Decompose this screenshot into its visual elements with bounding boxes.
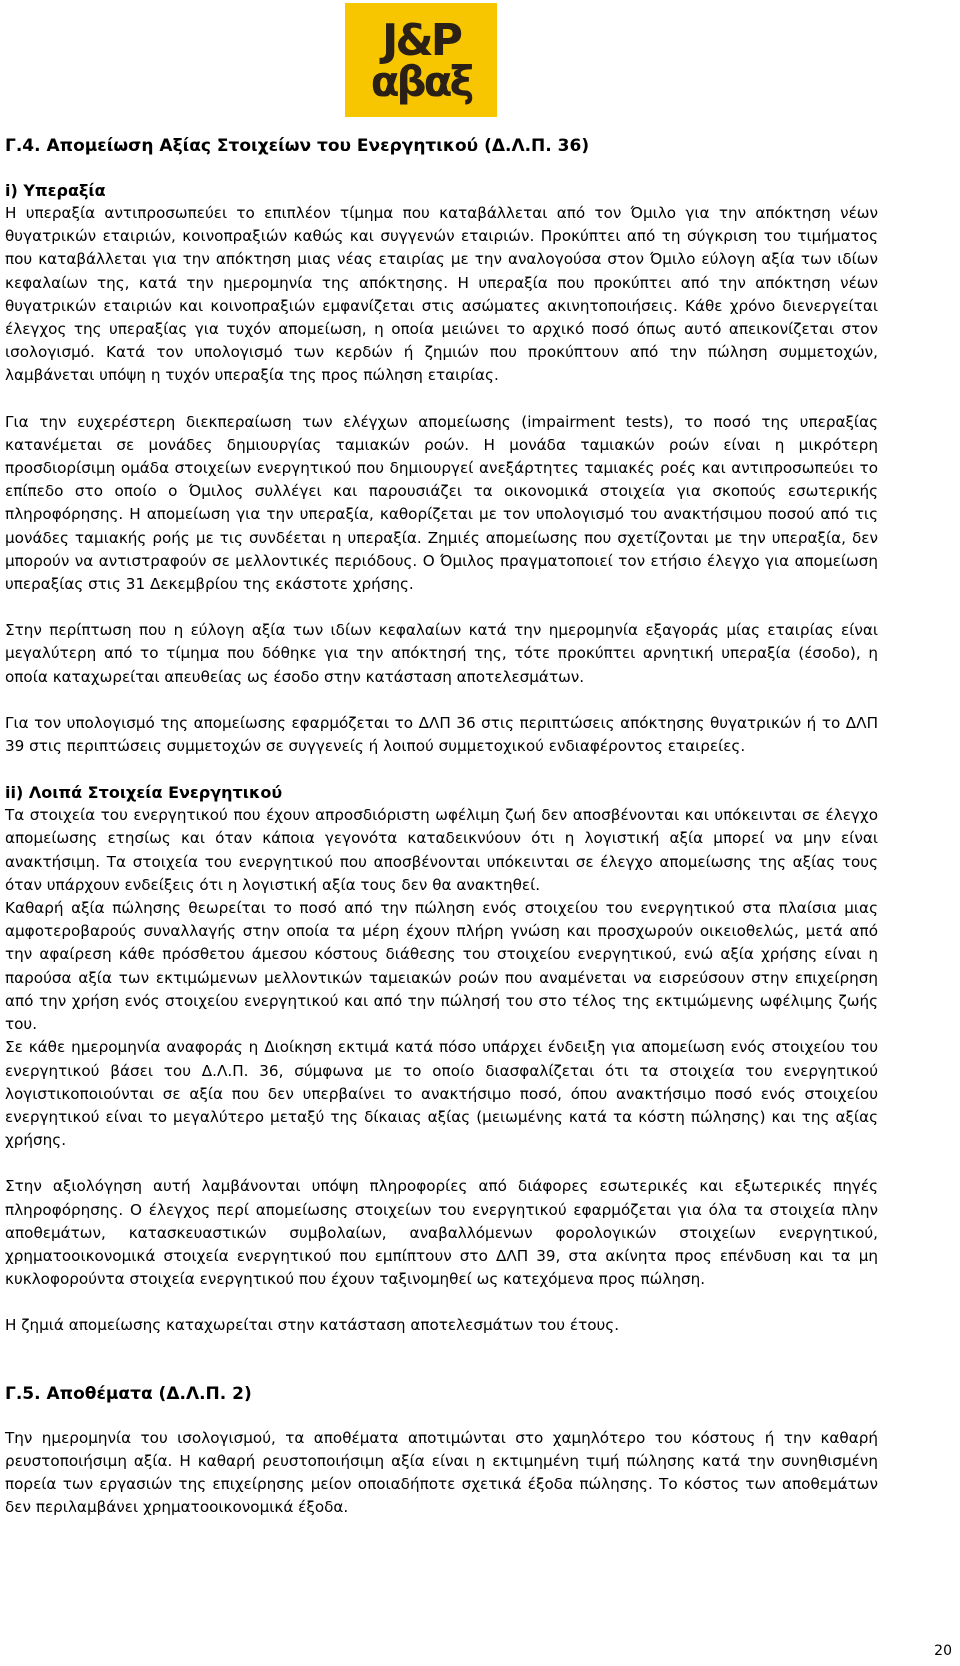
goodwill-paragraph-1: Η υπεραξία αντιπροσωπεύει το επιπλέον τίμημα που καταβάλλεται από τον Όμιλο για την απόκτηση νέων θυγατρικών εταιριών, κοινοπραξιών καθώς και συγγενών εταιριών. Προκύπτει από τη σύγκριση του τιμήματος που καταβάλλεται για την απόκτηση μιας νέας εταιρίας με την αναλογούσα στον Όμιλο εύλογη αξία των ιδίων κεφαλαίων της, κατά την ημερομηνία της απόκτησης. Η υπεραξία που προκύπτει από την απόκτηση νέων θυγατρικών εταιριών και κοινοπραξιών εμφανίζεται στις ασώματες ακινητοποιήσεις. Κάθε χρόνο διενεργείται έλεγχος της υπεραξίας για τυχόν απομείωση, η οποία μειώνει το αρχικό ποσό όπως αυτό απεικονίζεται στον ισολογισμό. Κατά τον υπολογισμό των κερδών ή ζημιών που προκύπτουν από την πώληση συμμετοχών, λαμβάνεται υπόψη η τυχόν υπεραξία της προς πώληση εταιρίας.	[5, 204, 878, 385]
logo-line-1: J&P	[382, 15, 460, 66]
inventory-paragraph-1: Την ημερομηνία του ισολογισμού, τα αποθέματα αποτιμώνται στο χαμηλότερο του κόστους ή την καθαρή ρευστοποιήσιμη αξία. Η καθαρή ρευστοποιήσιμη αξία είναι η εκτιμημένη τιμή πώλησης κατά την συνηθισμένη πορεία των εργασιών της επιχείρησης μείον οποιαδήποτε σχετικά έξοδα πώλησης. Το κόστος των αποθεμάτων δεν περιλαμβάνει χρηματοοικονομικά έξοδα.	[5, 1428, 878, 1517]
page-number: 20	[934, 1643, 952, 1659]
goodwill-paragraph-2: Για την ευχερέστερη διεκπεραίωση των ελέγχων απομείωσης (impairment tests), το ποσό της υπεραξίας κατανέμεται σε μονάδες δημιουργίας ταμιακών ροών. Η μονάδα ταμιακών ροών είναι η μικρότερη προσδιορίσιμη ομάδα στοιχείων ενεργητικού που δημιουργεί ανεξάρτητες ταμιακές ροές και αντιπροσωπεύει το επίπεδο στο οποίο ο Όμιλος συλλέγει και παρουσιάζει τα οικονομικά στοιχεία για σκοπούς εσωτερικής πληροφόρησης. Η απομείωση για την υπεραξία, καθορίζεται με τον υπολογισμό του ανακτήσιμου ποσού από τις μονάδες ταμιακής ροής με τις συνδέεται η υπεραξία. Ζημιές απομείωσης που σχετίζονται με την υπεραξία, δεν μπορούν να αντιστραφούν σε μελλοντικές περιόδους. Ο Όμιλος πραγματοποιεί τον ετήσιο έλεγχο για απομείωση υπεραξίας στις 31 Δεκεμβρίου της εκάστοτε χρήσης.	[5, 412, 878, 594]
logo-line-2: αβαξ	[370, 57, 472, 106]
other-assets-heading: ii) Λοιπά Στοιχεία Ενεργητικού	[5, 783, 283, 803]
other-assets-paragraph-3: Σε κάθε ημερομηνία αναφοράς η Διοίκηση εκτιμά κατά πόσο υπάρχει ένδειξη για απομείωση ενός στοιχείου του ενεργητικού βάσει του Δ.Λ.Π. 36, σύμφωνα με το οποίο διασφαλίζεται ότι τα στοιχεία του ενεργητικού λογιστικοποιούνται σε αξία που δεν υπερβαίνει το ανακτήσιμο ποσό, όπου ανακτήσιμο ποσό ενός στοιχείου ενεργητικού είναι το μεγαλύτερο μεταξύ της δίκαιας αξίας (μειωμένης κατά τα κόστη πώλησης) και της αξίας χρήσης.	[5, 1038, 878, 1150]
other-assets-paragraph-4: Στην αξιολόγηση αυτή λαμβάνονται υπόψη πληροφορίες από διάφορες εσωτερικές και εξωτερικές πηγές πληροφόρησης. Ο έλεγχος περί απομείωσης στοιχείων του ενεργητικού εφαρμόζεται για όλα τα στοιχεία πλην αποθεμάτων, κατασκευαστικών συμβολαίων, αναβαλλόμενων φορολογικών στοιχείων ενεργητικού, χρηματοοικονομικά στοιχεία ενεργητικού που εμπίπτουν στο ΔΛΠ 39, στα ακίνητα προς επένδυση και τα μη κυκλοφορούντα στοιχεία ενεργητικού που έχουν ταξινομηθεί ως κατεχόμενα προς πώληση.	[5, 1177, 878, 1289]
other-assets-paragraph-5: Η ζημιά απομείωσης καταχωρείται στην κατάσταση αποτελεσμάτων του έτους.	[5, 1316, 620, 1335]
section-g4-title: Γ.4. Απομείωση Αξίας Στοιχείων του Ενεργητικού (Δ.Λ.Π. 36)	[5, 136, 590, 156]
goodwill-paragraph-4: Για τον υπολογισμό της απομείωσης εφαρμόζεται το ΔΛΠ 36 στις περιπτώσεις απόκτησης θυγατρικών ή το ΔΛΠ 39 στις περιπτώσεις συμμετοχών σε συγγενείς ή λοιπού συμμετοχικού ενδιαφέροντος εταιρείες.	[5, 713, 878, 756]
goodwill-heading: i) Υπεραξία	[5, 181, 106, 200]
company-logo	[345, 3, 497, 117]
other-assets-paragraph-2: Καθαρή αξία πώλησης θεωρείται το ποσό από την πώληση ενός στοιχείου του ενεργητικού στα πλαίσια μιας αμφοτεροβαρούς συναλλαγής στην οποία τα μέρη έχουν πλήρη γνώση και προσχωρούν οικειοθελώς, μετά από την αφαίρεση κάθε πρόσθετου άμεσου κόστους διάθεσης του στοιχείου ενεργητικού, ενώ αξία χρήσης είναι η παρούσα αξία των εκτιμώμενων μελλοντικών ταμειακών ροών που αναμένεται να εισρεύσουν στην επιχείρηση από την χρήση ενός στοιχείου ενεργητικού και από την πώλησή του στο τέλος της εκτιμώμενης ωφέλιμης ζωής του.	[5, 899, 878, 1034]
document-body	[5, 134, 878, 1519]
section-g5-title: Γ.5. Αποθέματα (Δ.Λ.Π. 2)	[5, 1383, 252, 1404]
other-assets-paragraph-1: Τα στοιχεία του ενεργητικού που έχουν απροσδιόριστη ωφέλιμη ζωή δεν αποσβένονται και υπόκεινται σε έλεγχο απομείωσης ετησίως και όταν κάποια γεγονότα καταδεικνύουν ότι η λογιστική αξία μπορεί να μην είναι ανακτήσιμη. Τα στοιχεία του ενεργητικού που αποσβένονται υπόκεινται σε έλεγχο απομείωσης της αξίας τους όταν υπάρχουν ενδείξεις ότι η λογιστική αξία τους δεν θα ανακτηθεί.	[5, 806, 878, 894]
goodwill-paragraph-3: Στην περίπτωση που η εύλογη αξία των ιδίων κεφαλαίων κατά την ημερομηνία εξαγοράς μίας εταιρίας είναι μεγαλύτερη από το τίμημα που δόθηκε για την απόκτησή της, τότε προκύπτει αρνητική υπεραξία (έσοδο), η οποία καταχωρείται απευθείας ως έσοδο στην κατάσταση αποτελεσμάτων.	[5, 621, 878, 686]
